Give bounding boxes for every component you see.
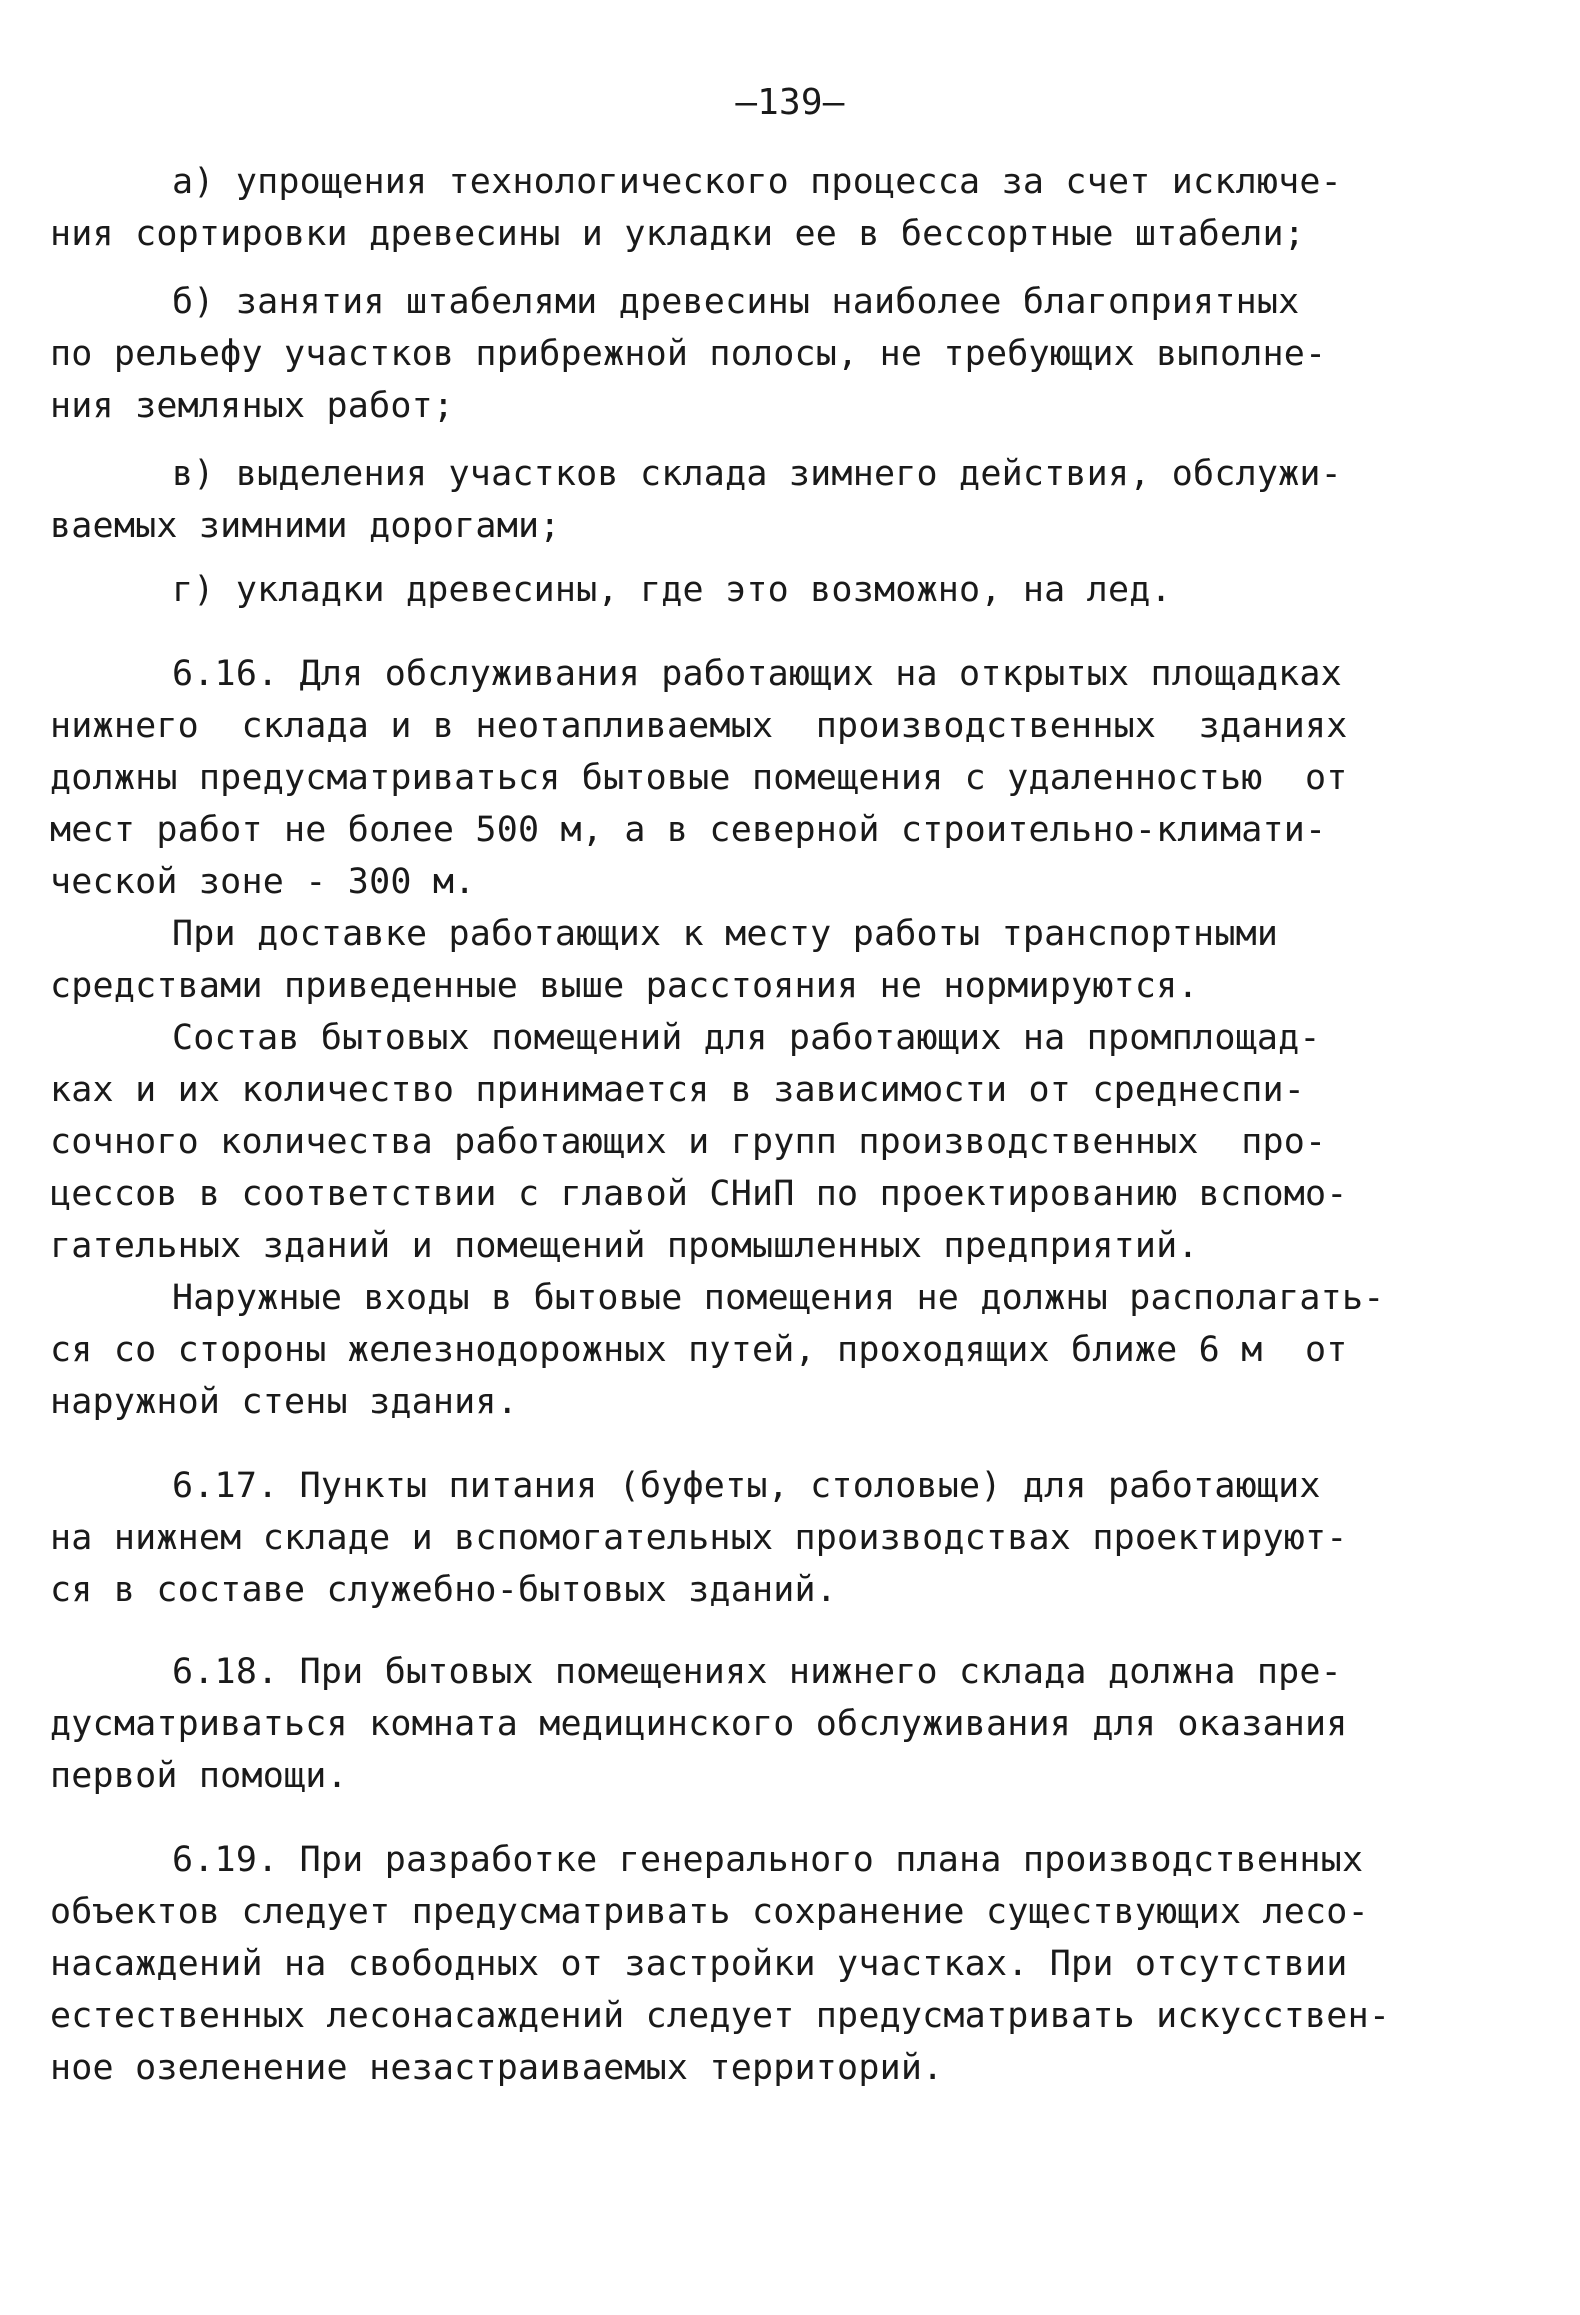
text-line: г) укладки древесины, где это возможно, на лед. bbox=[172, 570, 1172, 610]
text-line: средствами приведенные выше расстояния не нормируются. bbox=[50, 966, 1199, 1006]
text-line: ся со стороны железнодорожных путей, проходящих ближе 6 м от bbox=[50, 1330, 1348, 1370]
page-number: —139— bbox=[735, 82, 845, 123]
text-line: При доставке работающих к месту работы транспортными bbox=[172, 914, 1279, 954]
text-line: первой помощи. bbox=[50, 1756, 348, 1796]
text-line: 6.18. При бытовых помещениях нижнего склада должна пре- bbox=[172, 1652, 1342, 1692]
text-line: по рельефу участков прибрежной полосы, не требующих выполне- bbox=[50, 334, 1327, 374]
text-line: наружной стены здания. bbox=[50, 1382, 518, 1422]
text-line: ваемых зимними дорогами; bbox=[50, 506, 561, 546]
text-line: в) выделения участков склада зимнего действия, обслужи- bbox=[172, 454, 1342, 494]
text-line: 6.19. При разработке генерального плана производственных bbox=[172, 1840, 1364, 1880]
text-line: цессов в соответствии с главой СНиП по проектированию вспомо- bbox=[50, 1174, 1348, 1214]
text-line: 6.17. Пункты питания (буфеты, столовые) для работающих bbox=[172, 1466, 1321, 1506]
text-line: а) упрощения технологического процесса за счет исключе- bbox=[172, 162, 1342, 202]
text-line: сочного количества работающих и групп производственных про- bbox=[50, 1122, 1327, 1162]
text-line: естественных лесонасаждений следует предусматривать искусствен- bbox=[50, 1996, 1391, 2036]
text-line: мест работ не более 500 м, а в северной строительно-климати- bbox=[50, 810, 1327, 850]
text-line: ках и их количество принимается в зависимости от среднеспи- bbox=[50, 1070, 1306, 1110]
text-line: б) занятия штабелями древесины наиболее благоприятных bbox=[172, 282, 1300, 322]
text-line: Наружные входы в бытовые помещения не должны располагать- bbox=[172, 1278, 1385, 1318]
text-line: 6.16. Для обслуживания работающих на открытых площадках bbox=[172, 654, 1342, 694]
text-line: ния земляных работ; bbox=[50, 386, 455, 426]
text-line: насаждений на свободных от застройки участках. При отсутствии bbox=[50, 1944, 1348, 1984]
text-line: ное озеленение незастраиваемых территорий. bbox=[50, 2048, 944, 2088]
text-line: Состав бытовых помещений для работающих на промплощад- bbox=[172, 1018, 1321, 1058]
text-line: нижнего склада и в неотапливаемых производственных зданиях bbox=[50, 706, 1348, 746]
text-line: объектов следует предусматривать сохранение существующих лесо- bbox=[50, 1892, 1369, 1932]
text-line: ся в составе служебно-бытовых зданий. bbox=[50, 1570, 838, 1610]
text-line: ческой зоне - 300 м. bbox=[50, 862, 476, 902]
text-line: на нижнем складе и вспомогательных производствах проектируют- bbox=[50, 1518, 1348, 1558]
text-line: ния сортировки древесины и укладки ее в бессортные штабели; bbox=[50, 214, 1306, 254]
text-line: гательных зданий и помещений промышленных предприятий. bbox=[50, 1226, 1199, 1266]
text-line: должны предусматриваться бытовые помещения с удаленностью от bbox=[50, 758, 1348, 798]
text-line: дусматриваться комната медицинского обслуживания для оказания bbox=[50, 1704, 1348, 1744]
